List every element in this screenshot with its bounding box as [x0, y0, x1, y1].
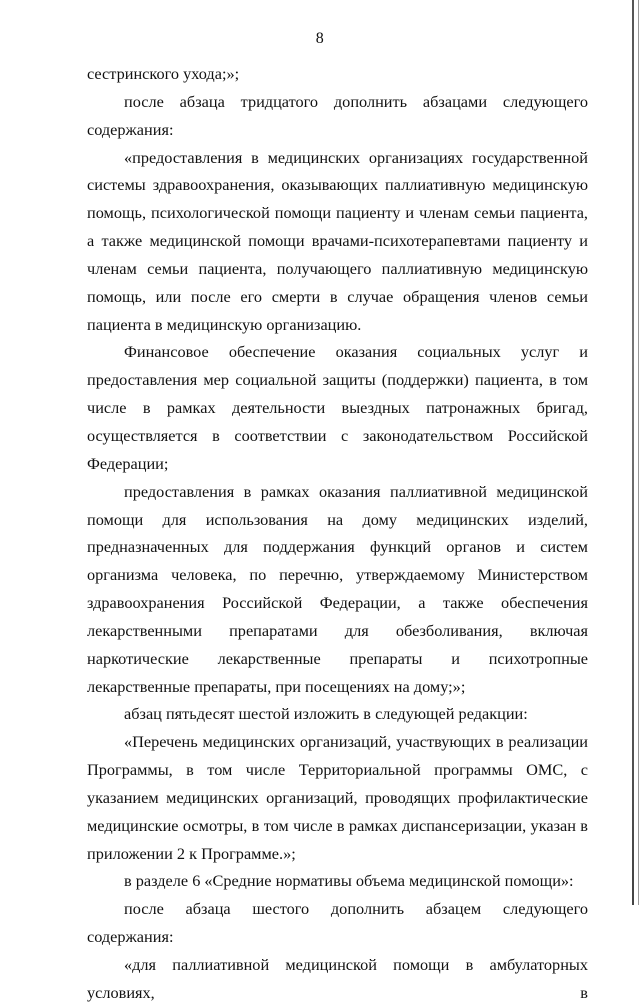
paragraph-4: Финансовое обеспечение оказания социальных услуг и предоставления мер социальной защиты (поддержки) пациента, в том числе в рамках деятельности выездных патронажных бригад, осуществляется в соответствии с законодательством Российской Федерации; — [87, 342, 588, 473]
paragraph-10: «для паллиативной медицинской помощи в амбулаторных условиях, в — [87, 955, 588, 1002]
document-body — [87, 60, 588, 1007]
paragraph-1: сестринского ухода;»; — [87, 64, 240, 83]
paragraph-8: в разделе 6 «Средние нормативы объема медицинской помощи»: — [124, 871, 574, 891]
scan-edge-shadow — [632, 0, 634, 905]
paragraph-9: после абзаца шестого дополнить абзацем следующего содержания: — [87, 899, 588, 947]
page-number: 8 — [315, 30, 325, 47]
scan-edge-line — [638, 0, 639, 905]
paragraph-2: после абзаца тридцатого дополнить абзацами следующего содержания: — [87, 91, 588, 139]
paragraph-5: предоставления в рамках оказания паллиативной медицинской помощи для использования на дому медицинских изделий, предназначенных для поддержания функций органов и систем организма человека, по перечню, утверждаемому Министерством здравоохранения Российской Федерации, а также обеспечения лекарственными препаратами для обезболивания, включая наркотические лекарственные препараты и психотропные лекарственные препараты, при посещениях на дому;»; — [87, 481, 588, 696]
paragraph-6: абзац пятьдесят шестой изложить в следующей редакции: — [124, 704, 528, 724]
paragraph-3: «предоставления в медицинских организациях государственной системы здравоохранения, оказывающих паллиативную медицинскую помощь, психологической помощи пациенту и членам семьи пациента, а также медицинской помощи врачами-психотерапевтами пациенту и членам семьи пациента, получающего паллиативную медицинскую помощь, или после его смерти в случае обращения членов семьи пациента в медицинскую организацию. — [87, 147, 588, 334]
paragraph-7: «Перечень медицинских организаций, участвующих в реализации Программы, в том числе Территориальной программы ОМС, с указанием медицинских организаций, проводящих профилактические медицинские осмотры, в том числе в рамках диспансеризации, указан в приложении 2 к Программе.»; — [87, 732, 588, 863]
